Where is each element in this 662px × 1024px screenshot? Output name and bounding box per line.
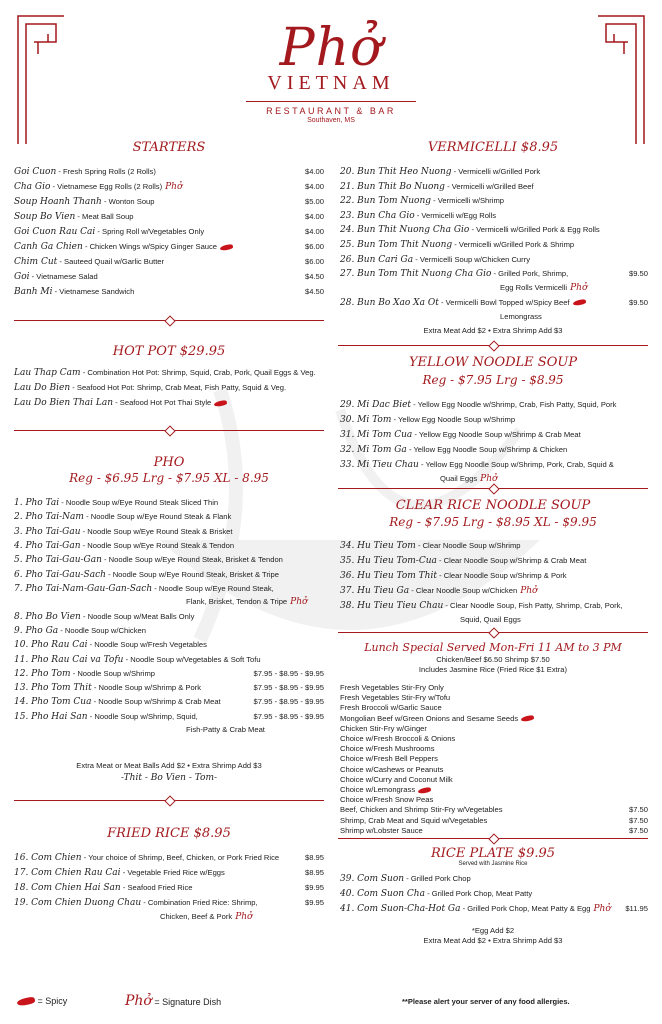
item-name: 20. Bun Thit Heo Nuong [340,167,452,177]
item-desc: - Clear Noodle Soup w/Shrimp [417,541,521,550]
item-price: $5.00 [304,197,324,206]
item-name: Soup Bo Vien [14,212,76,222]
item-price: $9.95 [304,898,324,907]
item-price: $9.50 [628,297,648,307]
item-desc: - Seafood Fried Rice [122,883,193,892]
item-name: 41. Com Suon-Cha-Hot Ga [340,904,461,914]
menu-item-cont [500,312,542,322]
item-name: 1. Pho Tai [14,498,60,508]
logo-name: VIETNAM [267,72,395,94]
menu-item [14,655,261,665]
item-price: $4.00 [304,212,324,221]
item-price: $9.50 [628,269,648,279]
item-name: Goi Cuon [14,167,57,177]
item-desc: - Your choice of Shrimp, Beef, Chicken, or Pork Fried Rice [83,853,280,862]
item-price: $8.95 [304,868,324,877]
menu-item [340,693,450,703]
menu-item [340,400,616,410]
item-price: $4.00 [304,167,324,176]
item-price: $7.95 - $8.95 - $9.95 [253,711,324,721]
menu-item [340,196,504,206]
signature-mark: Phở [570,283,588,294]
menu-item [340,225,600,235]
menu-item [340,714,534,724]
item-name: 8. Pho Bo Vien [14,611,81,622]
chili-icon [214,399,228,407]
item-desc: - Vermicelli w/Shrimp [433,196,505,206]
menu-item [340,240,574,250]
menu-item [14,626,146,636]
item-name: 31. Mi Tom Cua [340,430,413,440]
item-desc: - Noodle Soup w/Eye Round Steak Sliced Thin [61,498,219,507]
item-desc: Choice w/Fresh Bell Peppers [340,754,438,764]
menu-item [14,527,233,537]
divider [14,800,324,801]
item-desc: - Yellow Egg Noodle Soup w/Shrimp & Chicken [408,445,568,454]
item-desc: - Grilled Pork Chop, Meat Patty [427,889,533,898]
signature-mark: Phở [480,474,498,485]
item-name: 19. Com Chien Duong Chau [14,898,142,908]
item-name: Goi [14,272,30,282]
item-desc: - Noodle Soup w/Shrimp, Squid, [89,711,198,721]
item-desc: - Clear Noodle Soup w/Shrimp & Crab Meat [439,556,587,565]
menu-item [340,703,442,713]
legend-spicy-label: = Spicy [37,996,68,1006]
pho-note-2: -Thit - Bo Vien - Tom- [120,773,218,783]
corner-ornament-right [598,14,658,144]
menu-item [340,460,614,470]
item-desc: Mongolian Beef w/Green Onions and Sesame Seeds [340,713,519,723]
menu-item [14,584,274,594]
menu-item-cont [460,615,521,625]
menu-item-cont [186,725,265,735]
item-desc: Chicken Stir-Fry w/Ginger [340,723,427,733]
item-desc: Choice w/Lemongrass [340,785,416,794]
pho-title: PHO [153,455,185,470]
menu-item [14,383,286,393]
menu-item [14,570,279,580]
item-desc: Beef, Chicken and Shrimp Stir-Fry w/Vegetables [340,805,503,815]
menu-item-cont [160,912,252,922]
menu-item [340,601,623,611]
item-name: 22. Bun Tom Nuong [340,196,432,207]
item-name: 7. Pho Tai-Nam-Gau-Gan-Sach [14,583,153,594]
menu-item [340,765,443,775]
vermicelli-note: Extra Meat Add $2 • Extra Shrimp Add $3 [423,326,563,335]
item-desc: - Fresh Spring Rolls (2 Rolls) [58,167,156,176]
menu-item [340,795,433,805]
pho-note: Extra Meat or Meat Balls Add $2 • Extra Shrimp Add $3 [76,761,262,770]
item-name: 34. Hu Tieu Tom [340,541,416,551]
menu-item [14,612,194,622]
menu-item [14,498,218,508]
item-desc: - Vietnamese Egg Rolls (2 Rolls) [52,182,163,191]
item-name: Banh Mi [14,287,53,297]
item-desc: Shrimp, Crab Meat and Squid w/Vegetables [340,815,488,825]
vermicelli-title: VERMICELLI $8.95 [427,140,559,155]
item-price: $7.95 - $8.95 - $9.95 [253,668,324,678]
signature-mark: Phở [520,586,538,596]
menu-item [340,415,515,425]
starters-title: STARTERS [132,140,206,155]
item-name: Soup Hoanh Thanh [14,197,102,207]
logo-subtitle: RESTAURANT & BAR [246,101,416,116]
item-name: 5. Pho Tai-Gau-Gan [14,555,102,566]
item-name: 21. Bun Thit Bo Nuong [340,181,445,192]
item-desc: - Yellow Egg Noodle w/Shrimp, Crab, Fish Patty, Squid, Pork [413,400,617,409]
item-name: 28. Bun Bo Xao Xa Ot [340,297,439,308]
menu-item [340,724,427,734]
item-price: $7.50 [628,805,648,815]
item-desc: Choice w/Curry and Coconut Milk [340,774,453,784]
menu-item [340,445,567,455]
menu-item [340,744,435,754]
item-name: 23. Bun Cha Gio [340,210,415,221]
item-name: Goi Cuon Rau Cai [14,227,96,237]
item-desc: Choice w/Fresh Broccoli & Onions [340,734,456,743]
item-desc-2: Egg Rolls Vermicelli [500,283,568,293]
item-price: $6.00 [304,257,324,266]
item-desc: - Clear Noodle Soup w/Chicken [411,586,518,595]
riceplate-note1: *Egg Add $2 [471,926,515,935]
menu-item [340,754,438,764]
menu-item [14,368,316,378]
item-desc: - Noodle Soup w/Chicken [60,625,146,635]
signature-mark: Phở [290,597,308,608]
item-desc: - Wonton Soup [103,197,155,206]
item-desc: - Clear Noodle Soup w/Shrimp & Pork [439,571,567,580]
item-price: $4.00 [304,227,324,236]
logo-script: Phở [279,18,383,78]
item-name: 40. Com Suon Cha [340,889,425,899]
item-name: 18. Com Chien Hai San [14,883,121,893]
item-desc: Choice w/Fresh Mushrooms [340,744,435,754]
allergy-note: **Please alert your server of any food allergies. [402,997,570,1006]
legend-signature-label: = Signature Dish [154,997,222,1007]
item-desc: - Vegetable Fried Rice w/Eggs [122,868,225,877]
item-desc: - Combination Fried Rice: Shrimp, [143,898,258,907]
item-desc-2: Quail Eggs [440,474,478,484]
signature-mark: Phở [235,912,253,923]
item-name: 38. Hu Tieu Tieu Chau [340,601,444,611]
item-name: 15. Pho Hai San [14,711,88,722]
menu-item [340,167,540,177]
item-desc: - Combination Hot Pot: Shrimp, Squid, Crab, Pork, Quail Eggs & Veg. [82,368,316,377]
riceplate-sub: Served with Jasmine Rice [458,861,528,867]
item-desc: - Noodle Soup w/Shrimp & Pork [93,683,202,693]
menu-item [340,785,431,795]
chili-icon [521,715,535,723]
item-desc: - Vermicelli Bowl Topped w/Spicy Beef [440,297,570,307]
item-name: 36. Hu Tieu Tom Thit [340,571,437,581]
legend-spicy [14,996,67,1006]
menu-item [340,430,581,440]
item-price: $11.95 [625,904,648,913]
item-desc: - Vermicelli w/Grilled Pork & Egg Rolls [471,225,600,235]
item-name: Canh Ga Chien [14,242,83,252]
item-desc-2: Flank, Brisket, Tendon & Tripe [186,597,288,607]
item-desc: - Noodle Soup w/Eye Round Steak & Brisket [82,526,233,536]
item-desc: - Chicken Wings w/Spicy Ginger Sauce [84,242,218,251]
logo-location: Southaven, MS [307,117,355,124]
item-desc-2: Chicken, Beef & Pork [160,912,233,922]
item-name: 26. Bun Cari Ga [340,254,414,265]
friedrice-title: FRIED RICE $8.95 [107,826,231,841]
item-name: 27. Bun Tom Thit Nuong Cha Gio [340,269,492,280]
menu-item [340,556,586,566]
item-desc: - Sauteed Quail w/Garlic Butter [59,257,165,266]
item-name: 13. Pho Tom Thit [14,683,92,694]
yellow-sizes: Reg - $7.95 Lrg - $8.95 [422,373,564,387]
item-name: 4. Pho Tai-Gan [14,540,81,551]
signature-mark: Phở [125,993,152,1009]
item-desc: - Noodle Soup w/Eye Round Steak & Tendon [82,540,235,550]
item-name: 2. Pho Tai-Nam [14,512,84,523]
item-name: Chim Cut [14,257,58,267]
item-name: 6. Pho Tai-Gau-Sach [14,569,106,580]
item-name: 14. Pho Tom Cua [14,697,92,708]
item-name: 25. Bun Tom Thit Nuong [340,240,453,250]
item-desc: - Noodle Soup w/Eye Round Steak, [154,583,274,593]
menu-item [14,398,227,408]
item-desc: - Vermicelli w/Grilled Pork & Shrimp [454,240,575,249]
item-desc: - Vermicelli w/Egg Rolls [416,210,497,220]
menu-item [340,571,567,581]
menu-item [340,211,496,221]
item-name: Cha Gio [14,182,51,192]
item-name: 33. Mi Tieu Chau [340,460,419,470]
item-name: Lau Thap Cam [14,368,81,378]
item-desc-2: Squid, Quail Eggs [460,615,521,625]
item-desc: - Noodle Soup w/Fresh Vegetables [89,640,207,650]
item-price: $4.50 [304,272,324,281]
item-desc: - Seafood Hot Pot Thai Style [115,398,212,407]
menu-item [14,541,234,551]
chili-icon [418,786,432,794]
item-name: 30. Mi Tom [340,415,392,425]
pho-sizes: Reg - $6.95 Lrg - $7.95 XL - 8.95 [69,471,269,485]
clear-title: CLEAR RICE NOODLE SOUP [395,498,591,513]
item-desc: - Vermicelli w/Grilled Pork [453,167,541,176]
item-price: $6.00 [304,242,324,251]
hotpot-title: HOT POT $29.95 [112,344,226,359]
yellow-title: YELLOW NOODLE SOUP [408,355,578,370]
menu-item [340,874,471,884]
item-desc: - Meat Ball Soup [77,212,134,221]
riceplate-title: RICE PLATE $9.95 [430,846,556,861]
item-desc: - Vietnamese Salad [31,272,98,281]
corner-ornament-left [4,14,64,144]
menu-item [14,640,207,650]
divider [338,838,648,839]
chili-icon [16,996,35,1007]
item-name: 12. Pho Tom [14,668,71,679]
item-desc: - Noodle Soup w/Meat Balls Only [82,611,195,621]
item-desc: - Vietnamese Sandwich [54,287,135,296]
signature-mark: Phở [165,182,183,192]
menu-item [14,555,283,565]
item-desc: - Spring Roll w/Vegetables Only [97,227,205,236]
item-desc: - Noodle Soup w/Eye Round Steak, Brisket & Tripe [108,569,280,579]
item-name: 37. Hu Tieu Ga [340,586,410,596]
signature-mark: Phở [593,904,611,914]
item-name: 24. Bun Thit Nuong Cha Gio [340,225,470,236]
item-desc: - Vermicelli w/Grilled Beef [447,181,534,191]
item-desc: - Noodle Soup w/Shrimp & Crab Meat [93,697,221,707]
item-name: 3. Pho Tai-Gau [14,526,81,537]
item-name: 17. Com Chien Rau Cai [14,868,121,878]
item-desc: Fresh Broccoli w/Garlic Sauce [340,703,442,713]
menu-item [340,586,537,596]
item-desc: Shrimp w/Lobster Sauce [340,825,423,835]
item-price: $7.50 [628,825,648,835]
item-desc: - Yellow Egg Noodle Soup w/Shrimp & Crab Meat [414,430,581,439]
clear-sizes: Reg - $7.95 Lrg - $8.95 XL - $9.95 [389,515,597,529]
item-desc: - Yellow Egg Noodle Soup w/Shrimp [393,415,516,424]
item-desc-2: Fish-Patty & Crab Meat [186,725,265,735]
item-desc: Choice w/Fresh Snow Peas [340,795,434,805]
menu-item [340,182,534,192]
item-desc: - Noodle Soup w/Eye Round Steak & Flank [86,512,232,522]
item-desc: - Noodle Soup w/Shrimp [72,668,155,678]
menu-item-cont [440,474,497,484]
item-name: 9. Pho Ga [14,625,59,636]
lunch-title: Lunch Special Served Mon-Fri 11 AM to 3 PM [364,641,622,654]
divider [338,345,648,346]
divider [338,632,648,633]
item-desc-2: Lemongrass [500,311,542,321]
menu-item [340,541,521,551]
menu-item-cont [186,597,307,607]
item-price: $7.50 [628,815,648,825]
divider [14,320,324,321]
lunch-line1: Chicken/Beef $6.50 Shrimp $7.50 [436,655,550,664]
menu-item [340,889,532,899]
item-desc: - Grilled Pork Chop [406,874,471,883]
menu-item [340,255,530,265]
item-name: 29. Mi Dac Biet [340,400,412,410]
divider [14,430,324,431]
menu-item [340,734,455,744]
item-price: $9.95 [304,883,324,892]
item-price: $4.00 [304,182,324,191]
item-name: 16. Com Chien [14,853,82,863]
menu-item [340,683,444,693]
item-name: 11. Pho Rau Cai va Tofu [14,654,124,665]
item-desc: - Vermicelli Soup w/Chicken Curry [415,254,531,264]
item-name: 39. Com Suon [340,874,405,884]
item-name: 10. Pho Rau Cai [14,640,88,651]
menu-item [340,775,453,785]
item-name: Lau Do Bien Thai Lan [14,398,114,408]
item-desc: Fresh Vegetables Stir-Fry Only [340,683,444,692]
legend-signature [122,993,221,1009]
item-desc: Choice w/Cashews or Peanuts [340,764,444,774]
item-desc: - Yellow Egg Noodle Soup w/Shrimp, Pork, Crab, Squid & [420,460,614,469]
item-price: $4.50 [304,287,324,296]
item-name: 32. Mi Tom Ga [340,445,407,455]
item-desc: - Noodle Soup w/Eye Round Steak, Brisket & Tendon [104,555,283,565]
menu-item-cont [500,283,587,293]
item-price: $7.95 - $8.95 - $9.95 [253,683,324,693]
restaurant-logo [246,18,416,124]
item-desc: - Clear Noodle Soup, Fish Patty, Shrimp, Crab, Pork, [445,601,623,610]
item-desc: - Seafood Hot Pot: Shrimp, Crab Meat, Fish Patty, Squid & Veg. [72,383,287,392]
divider [338,488,648,489]
item-desc: - Noodle Soup w/Vegetables & Soft Tofu [125,654,261,664]
item-desc: Fresh Vegetables Stir-Fry w/Tofu [340,693,451,703]
menu-item [14,512,231,522]
item-price: $7.95 - $8.95 - $9.95 [253,697,324,707]
item-name: Lau Do Bien [14,383,71,393]
lunch-line2: Includes Jasmine Rice (Fried Rice $1 Extra) [418,665,568,674]
item-desc: - Grilled Pork Chop, Meat Patty & Egg [462,904,591,913]
item-name: 35. Hu Tieu Tom-Cua [340,556,437,566]
riceplate-note2: Extra Meat Add $2 • Extra Shrimp Add $3 [423,936,563,945]
item-price: $8.95 [304,853,324,862]
item-desc: - Grilled Pork, Shrimp, [493,269,569,279]
